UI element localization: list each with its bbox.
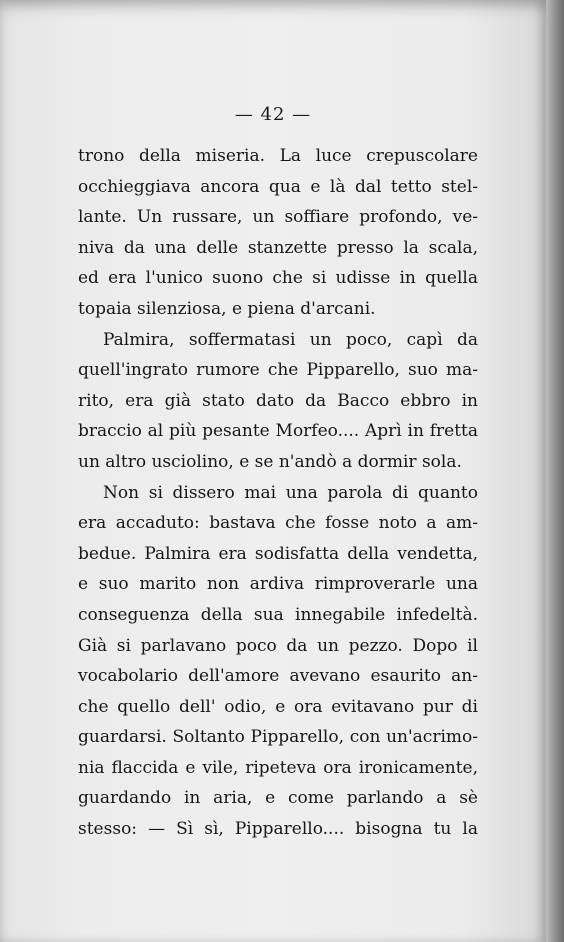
text-line: topaia silenziosa, e piena d'arcani. xyxy=(78,298,376,319)
text-line: niva da una delle stanzette presso la scala, xyxy=(78,237,478,258)
text-line: quell'ingrato rumore che Pipparello, suo ma- xyxy=(78,360,478,381)
page-number: — 42 — xyxy=(234,104,312,125)
text-line: guardarsi. Soltanto Pipparello, con un'acrimo- xyxy=(78,727,478,748)
text-line: vocabolario dell'amore avevano esaurito an- xyxy=(78,666,478,687)
page-edge-shadow xyxy=(546,0,564,942)
text-line: lante. Un russare, un soffiare profondo, ve- xyxy=(78,207,478,228)
text-line: bedue. Palmira era sodisfatta della vendetta, xyxy=(78,543,478,564)
text-line: ed era l'unico suono che si udisse in quella xyxy=(78,268,478,289)
text-line: stesso: — Sì sì, Pipparello.... bisogna tu la xyxy=(78,819,478,840)
text-line: guardando in aria, e come parlando a sè xyxy=(78,788,478,809)
text-line: Già si parlavano poco da un pezzo. Dopo il xyxy=(78,635,478,656)
paragraph-2 xyxy=(78,325,478,478)
text-line: braccio al più pesante Morfeo.... Aprì in fretta xyxy=(78,421,478,442)
text-line: Palmira, soffermatasi un poco, capì da xyxy=(103,329,478,350)
text-line: che quello dell' odio, e ora evitavano pur di xyxy=(78,696,478,717)
text-line: rito, era già stato dato da Bacco ebbro in xyxy=(78,390,478,411)
text-line: trono della miseria. La luce crepuscolare xyxy=(78,146,478,166)
body-text xyxy=(78,141,478,845)
text-line: un altro usciolino, e se n'andò a dormir sola. xyxy=(78,451,462,472)
text-line: e suo marito non ardiva rimproverarle una xyxy=(78,574,478,595)
text-line: nia flaccida e vile, ripeteva ora ironicamente, xyxy=(78,757,478,778)
paragraph-1 xyxy=(78,141,478,325)
text-line: Non si dissero mai una parola di quanto xyxy=(103,482,478,503)
text-line: conseguenza della sua innegabile infedeltà. xyxy=(78,604,478,625)
text-line: occhieggiava ancora qua e là dal tetto stel- xyxy=(78,176,478,197)
text-line: era accaduto: bastava che fosse noto a am- xyxy=(78,513,478,534)
paragraph-3 xyxy=(78,478,478,845)
